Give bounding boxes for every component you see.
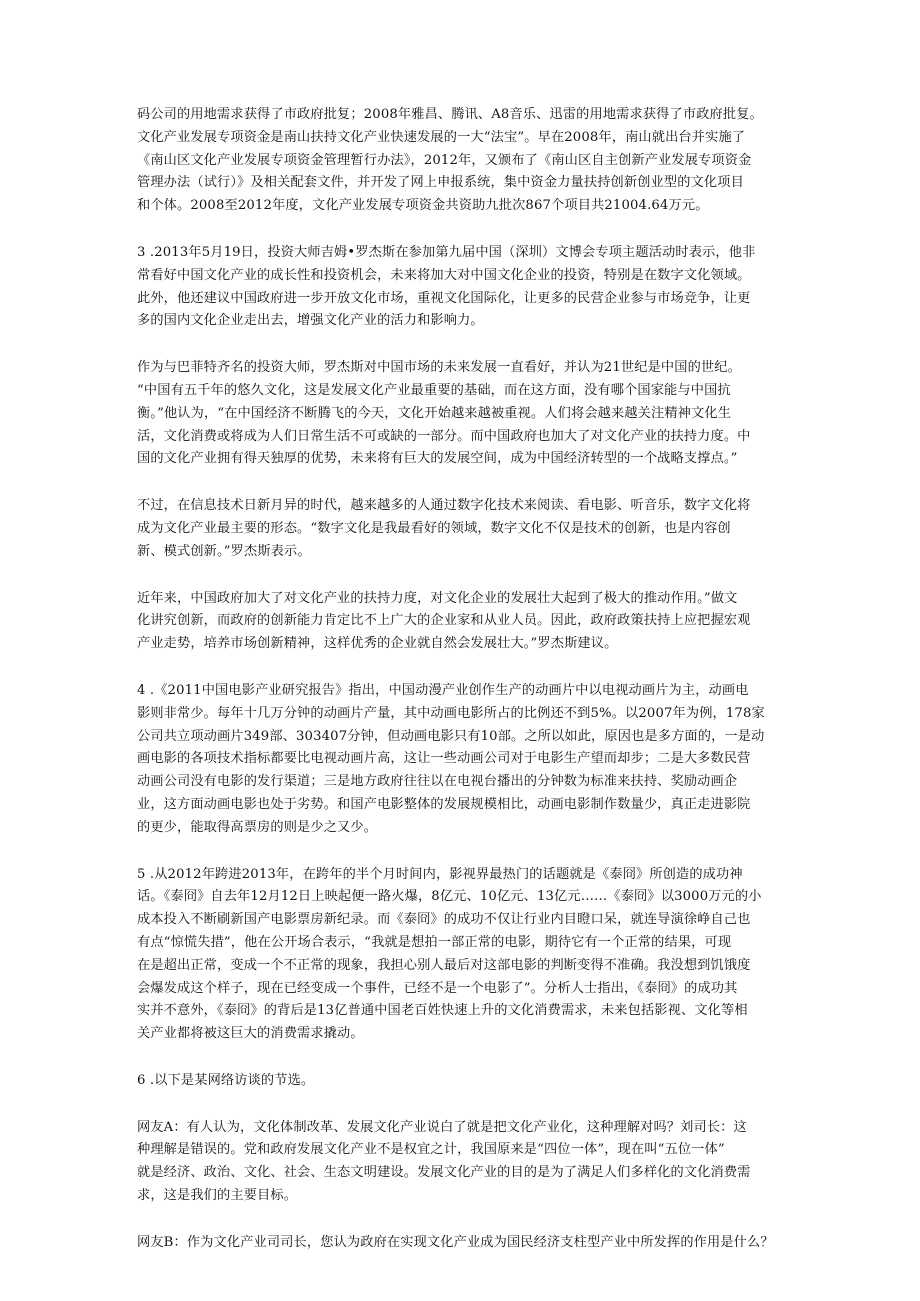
document-body — [137, 104, 785, 1255]
text-line: 文化产业发展专项资金是南山扶持文化产业快速发展的一大“法宝”。早在2008年，南山就出台并实施了 — [137, 129, 746, 145]
text-line: 5 .从2012年跨进2013年，在跨年的半个月时间内，影视界最热门的话题就是《泰冏》所创造的成功神 — [137, 866, 743, 882]
text-line: 种理解是错误的。党和政府发展文化产业不是权宜之计，我国原来是“四位一体”，现在叫“五位一体” — [137, 1142, 725, 1158]
text-line: 不过，在信息技术日新月异的时代，越来越多的人通过数字化技术来阅读、看电影、听音乐，数字文化将 — [137, 498, 751, 514]
text-line: 多的国内文化企业走出去，增强文化产业的活力和影响力。 — [137, 313, 484, 329]
text-line: 《南山区文化产业发展专项资金管理暂行办法》，2012年，又颁布了《南山区自主创新产业发展专项资金 — [137, 152, 752, 168]
text-line: 有点“惊慌失措”，他在公开场合表示，“我就是想拍一部正常的电影，期待它有一个正常的结果，可现 — [137, 934, 732, 950]
text-line: 此外，他还建议中国政府进一步开放文化市场，重视文化国际化，让更多的民营企业参与市场竞争，让更 — [137, 290, 751, 306]
text-line: 业，这方面动画电影也处于劣势。和国产电影整体的发展规模相比，动画电影制作数量少，真正走进影院 — [137, 796, 751, 812]
text-line: 就是经济、政治、文化、社会、生态文明建设。发展文化产业的目的是为了满足人们多样化的文化消费需 — [137, 1165, 751, 1181]
paragraph-rogers-view — [137, 357, 785, 471]
text-line: 影则非常少。每年十几万分钟的动画片产量，其中动画电影所占的比例还不到5%。以2007年为例，178家 — [137, 705, 765, 721]
text-line: 在是超出正常，变成一个不正常的现象，我担心别人最后对这部电影的判断变得不准确。我没想到饥饿度 — [137, 957, 751, 973]
text-line: 画电影的各项技术指标都要比电视动画片高，这让一些动画公司对于电影生产望而却步；二是大多数民营 — [137, 751, 751, 767]
text-line: 求，这是我们的主要目标。 — [137, 1188, 298, 1204]
text-line: 常看好中国文化产业的成长性和投资机会，未来将加大对中国文化企业的投资，特别是在数字文化领域。 — [137, 267, 751, 283]
paragraph-item-4 — [137, 680, 785, 840]
text-line: 近年来，中国政府加大了对文化产业的扶持力度，对文化企业的发展壮大起到了极大的推动作用。”做文 — [137, 590, 738, 606]
paragraph-digital-culture — [137, 495, 785, 563]
text-line: 动画公司没有电影的发行渠道；三是地方政府往往以在电视台播出的分钟数为标准来扶持、奖励动画企 — [137, 774, 738, 790]
text-line: 公司共立项动画片349部、303407分钟，但动画电影只有10部。之所以如此，原因也是多方面的，一是动 — [137, 728, 765, 744]
text-line: 衡。”他认为，“在中国经济不断腾飞的今天，文化开始越来越被重视。人们将会越来越关注精神文化生 — [137, 405, 732, 421]
text-line: “中国有五千年的悠久文化，这是发展文化产业最重要的基础，而在这方面，没有哪个国家能与中国抗 — [137, 382, 731, 398]
text-line: 关产业都将被这巨大的消费需求撬动。 — [137, 1026, 364, 1042]
text-line: 话。《泰冏》自去年12月12日上映起便一路火爆，8亿元、10亿元、13亿元……《泰冏》以3000万元的小 — [137, 889, 762, 905]
text-line: 和个体。2008至2012年度，文化产业发展专项资金共资助九批次867个项目共21004.64万元。 — [137, 198, 709, 214]
text-line: 的更少，能取得高票房的则是少之又少。 — [137, 819, 378, 835]
paragraph-item-5 — [137, 864, 785, 1046]
paragraph-item-3 — [137, 242, 785, 333]
text-line: 化讲究创新，而政府的创新能力肯定比不上广大的企业家和从业人员。因此，政府政策扶持上应把握宏观 — [137, 613, 751, 629]
text-line: 6 .以下是某网络访谈的节选。 — [137, 1072, 315, 1088]
text-line: 作为与巴菲特齐名的投资大师，罗杰斯对中国市场的未来发展一直看好，并认为21世纪是中国的世纪。 — [137, 360, 741, 376]
text-line: 3 .2013年5月19日，投资大师吉姆•罗杰斯在参加第九届中国（深圳）文博会专项主题活动时表示，他非 — [137, 244, 756, 260]
paragraph-nanshan-fund — [137, 104, 785, 218]
text-line: 码公司的用地需求获得了市政府批复；2008年雅昌、腾讯、A8音乐、迅雷的用地需求获得了市政府批复。 — [137, 107, 763, 122]
text-line: 网友B：作为文化产业司司长，您认为政府在实现文化产业成为国民经济支柱型产业中所发挥的作用是什么？ — [137, 1234, 774, 1250]
text-line: 成为文化产业最主要的形态。“数字文化是我最看好的领域，数字文化不仅是技术的创新，也是内容创 — [137, 520, 731, 536]
text-line: 成本投入不断刷新国产电影票房新纪录。而《泰冏》的成功不仅让行业内目瞪口呆，就连导演徐峥自己也 — [137, 912, 751, 928]
text-line: 实并不意外，《泰冏》的背后是13亿普通中国老百姓快速上升的文化消费需求，未来包括影视、文化等相 — [137, 1003, 748, 1019]
paragraph-netizen-b — [137, 1232, 785, 1255]
text-line: 活，文化消费或将成为人们日常生活不可或缺的一部分。而中国政府也加大了对文化产业的扶持力度。中 — [137, 428, 751, 444]
text-line: 4 .《2011中国电影产业研究报告》指出，中国动漫产业创作生产的动画片中以电视动画片为主，动画电 — [137, 682, 749, 698]
text-line: 会爆发成这个样子，现在已经变成一个事件，已经不是一个电影了”。分析人士指出，《泰冏》的成功其 — [137, 980, 738, 996]
text-line: 国的文化产业拥有得天独厚的优势，未来将有巨大的发展空间，成为中国经济转型的一个战略支撑点。” — [137, 451, 738, 467]
text-line: 网友A：有人认为，文化体制改革、发展文化产业说白了就是把文化产业化，这种理解对吗？刘司长：这 — [137, 1119, 747, 1135]
paragraph-item-6 — [137, 1070, 785, 1093]
paragraph-netizen-a — [137, 1117, 785, 1208]
text-line: 管理办法（试行）》及相关配套文件，并开发了网上申报系统，集中资金力量扶持创新创业型的文化项目 — [137, 175, 744, 191]
text-line: 新、模式创新。”罗杰斯表示。 — [137, 543, 311, 559]
text-line: 产业走势，培养市场创新精神，这样优秀的企业就自然会发展壮大。”罗杰斯建议。 — [137, 636, 618, 652]
paragraph-government-support — [137, 588, 785, 656]
